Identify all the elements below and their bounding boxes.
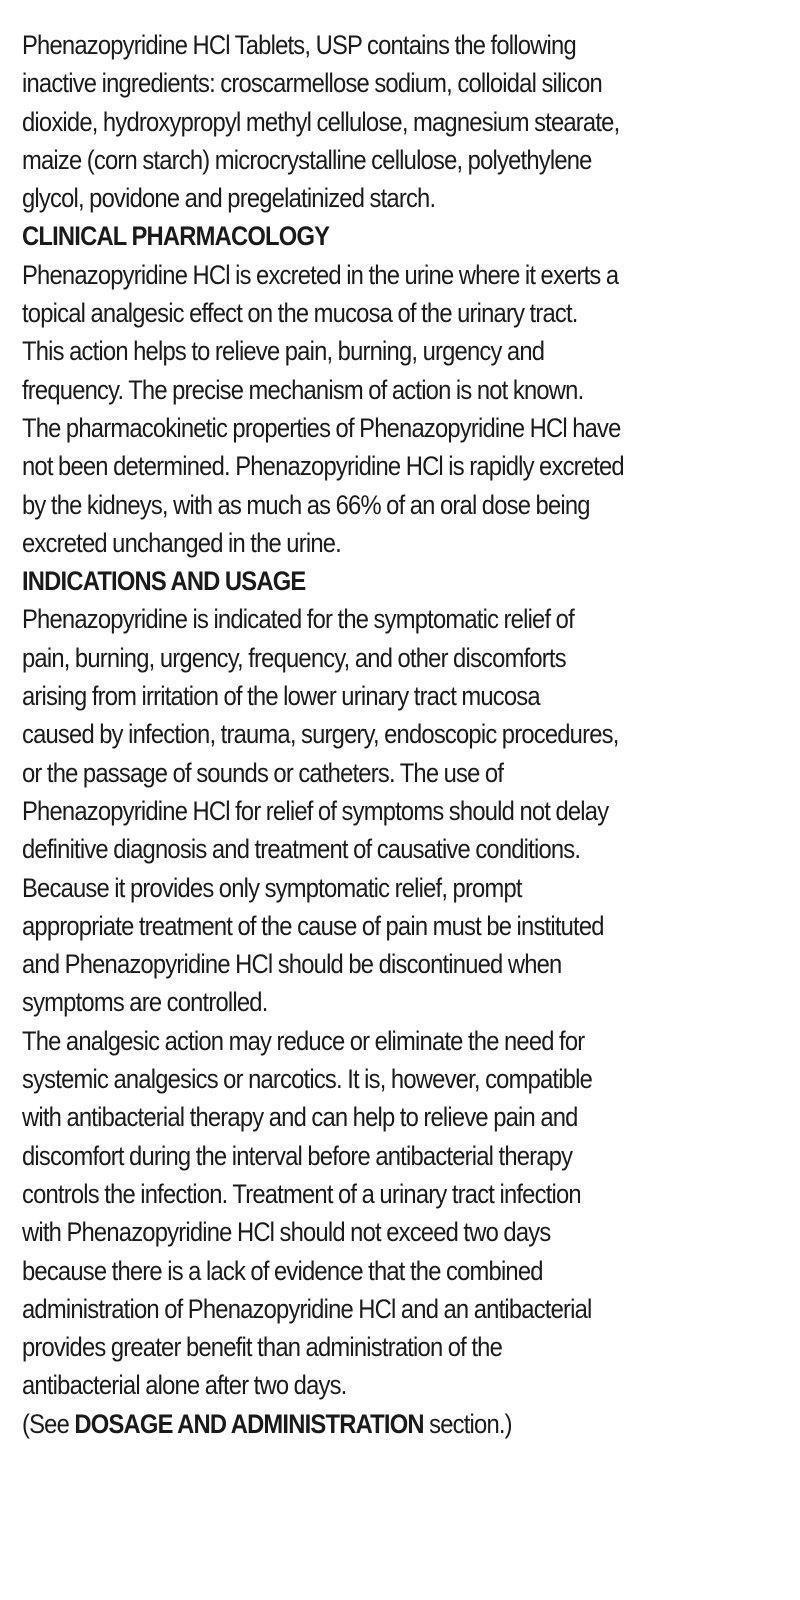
text-line: inactive ingredients: croscarmellose sodium, colloidal silicon: [22, 68, 602, 99]
text-line: antibacterial alone after two days.: [22, 1370, 347, 1401]
text-line: maize (corn starch) microcrystalline cellulose, polyethylene: [22, 144, 592, 175]
text-line: and Phenazopyridine HCl should be discontinued when: [22, 949, 562, 980]
section-heading-indications-and-usage: INDICATIONS AND USAGE: [22, 566, 306, 597]
text-line: The analgesic action may reduce or eliminate the need for: [22, 1025, 585, 1056]
text-line: or the passage of sounds or catheters. The use of: [22, 757, 504, 788]
text-line: Phenazopyridine HCl is excreted in the urine where it exerts a: [22, 259, 619, 290]
text-line: because there is a lack of evidence that the combined: [22, 1255, 543, 1286]
see-also-prefix: (See: [22, 1408, 75, 1439]
text-line: Phenazopyridine is indicated for the symptomatic relief of: [22, 604, 574, 635]
text-line: discomfort during the interval before antibacterial therapy: [22, 1140, 573, 1171]
text-line: definitive diagnosis and treatment of causative conditions.: [22, 834, 581, 865]
text-line: topical analgesic effect on the mucosa of the urinary tract.: [22, 298, 578, 329]
text-line: dioxide, hydroxypropyl methyl cellulose, magnesium stearate,: [22, 106, 620, 137]
text-line: glycol, povidone and pregelatinized starch.: [22, 183, 436, 214]
text-line: with antibacterial therapy and can help to relieve pain and: [22, 1102, 578, 1133]
text-line: This action helps to relieve pain, burning, urgency and: [22, 336, 545, 367]
text-line: administration of Phenazopyridine HCl and an antibacterial: [22, 1293, 592, 1324]
indications-paragraph-1: [22, 600, 782, 1021]
section-heading-clinical-pharmacology: CLINICAL PHARMACOLOGY: [22, 221, 330, 252]
text-line: not been determined. Phenazopyridine HCl is rapidly excreted: [22, 451, 624, 482]
document-page: [22, 26, 782, 1443]
text-line: The pharmacokinetic properties of Phenazopyridine HCl have: [22, 412, 621, 443]
text-line: by the kidneys, with as much as 66% of an oral dose being: [22, 489, 590, 520]
text-line: caused by infection, trauma, surgery, endoscopic procedures,: [22, 719, 619, 750]
text-line: frequency. The precise mechanism of action is not known.: [22, 374, 584, 405]
indications-paragraph-2: [22, 1022, 782, 1405]
text-line: Phenazopyridine HCl Tablets, USP contains the following: [22, 30, 576, 60]
text-line: with Phenazopyridine HCl should not exceed two days: [22, 1217, 551, 1248]
see-also-note: [22, 1405, 782, 1443]
text-line: arising from irritation of the lower urinary tract mucosa: [22, 681, 540, 712]
text-line: systemic analgesics or narcotics. It is, however, compatible: [22, 1064, 593, 1095]
text-line: appropriate treatment of the cause of pain must be instituted: [22, 910, 604, 941]
text-line: provides greater benefit than administration of the: [22, 1332, 503, 1363]
see-also-suffix: section.): [423, 1408, 512, 1439]
text-line: Phenazopyridine HCl for relief of symptoms should not delay: [22, 795, 609, 826]
text-line: pain, burning, urgency, frequency, and other discomforts: [22, 642, 566, 673]
clinical-pharmacology-section: [22, 217, 782, 562]
text-line: controls the infection. Treatment of a urinary tract infection: [22, 1178, 581, 1209]
text-line: Because it provides only symptomatic relief, prompt: [22, 872, 522, 903]
text-line: excreted unchanged in the urine.: [22, 527, 341, 558]
indications-and-usage-section: [22, 562, 782, 1443]
text-line: symptoms are controlled.: [22, 987, 268, 1018]
see-also-reference: DOSAGE AND ADMINISTRATION: [74, 1408, 424, 1439]
intro-paragraph: [22, 26, 782, 217]
